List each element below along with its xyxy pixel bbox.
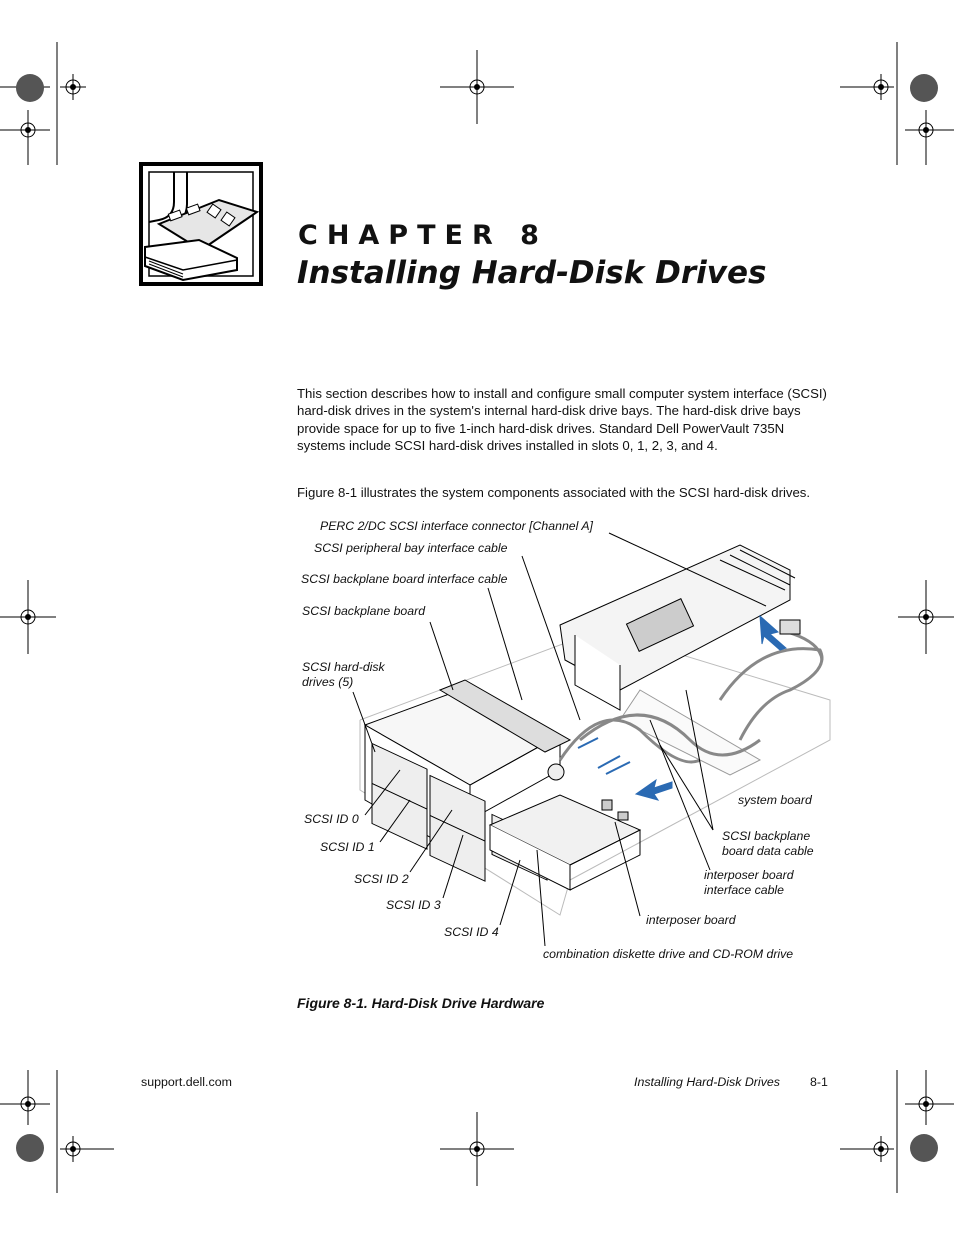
callout-combo-drive: combination diskette drive and CD-ROM drive: [543, 947, 794, 961]
callout-scsi-id-1: SCSI ID 1: [320, 840, 375, 854]
callout-backplane-interface-cable: SCSI backplane board interface cable: [301, 572, 508, 586]
callout-interposer-board: interposer board: [646, 913, 736, 927]
callout-backplane-data-cable-line1: SCSI backplane: [722, 829, 811, 843]
callout-system-board: system board: [738, 793, 812, 807]
footer-section-title: Installing Hard-Disk Drives: [634, 1075, 780, 1089]
chapter-title: Installing Hard-Disk Drives: [297, 255, 767, 291]
callout-scsi-id-4: SCSI ID 4: [444, 925, 499, 939]
callout-interposer-cable-line1: interposer board: [704, 868, 794, 882]
callout-hard-disk-drives-line1: SCSI hard-disk: [302, 660, 385, 674]
callout-hard-disk-drives: [302, 660, 385, 690]
callout-backplane-data-cable: [722, 829, 814, 859]
footer-page-number: 8-1: [810, 1075, 828, 1089]
callout-peripheral-bay-cable: SCSI peripheral bay interface cable: [314, 541, 508, 555]
figure-caption: Figure 8-1. Hard-Disk Drive Hardware: [297, 995, 545, 1011]
callout-perc-connector: PERC 2/DC SCSI interface connector [Channel A]: [320, 519, 593, 533]
intro-paragraph: This section describes how to install and configure small computer system interface (SCSI) hard-disk drives in the system's internal hard-disk drive bays. The hard-disk drive bays provide space for up to five 1-inch hard-disk drives. Standard Dell PowerVault 735N systems include SCSI hard-disk drives installed in slots 0, 1, 2, 3, and 4.: [297, 386, 827, 454]
callout-hard-disk-drives-line2: drives (5): [302, 675, 354, 689]
callout-scsi-id-3: SCSI ID 3: [386, 898, 441, 912]
callout-scsi-id-0: SCSI ID 0: [304, 812, 359, 826]
callout-backplane-data-cable-line2: board data cable: [722, 844, 814, 858]
chapter-label: CHAPTER 8: [298, 220, 548, 251]
footer-site-link[interactable]: support.dell.com: [141, 1075, 232, 1089]
callout-interposer-cable-line2: interface cable: [704, 883, 784, 897]
callout-backplane-board: SCSI backplane board: [302, 604, 426, 618]
figure-reference-paragraph: Figure 8-1 illustrates the system components associated with the SCSI hard-disk drives.: [297, 485, 811, 500]
callout-scsi-id-2: SCSI ID 2: [354, 872, 409, 886]
callout-interposer-cable: [704, 868, 794, 898]
